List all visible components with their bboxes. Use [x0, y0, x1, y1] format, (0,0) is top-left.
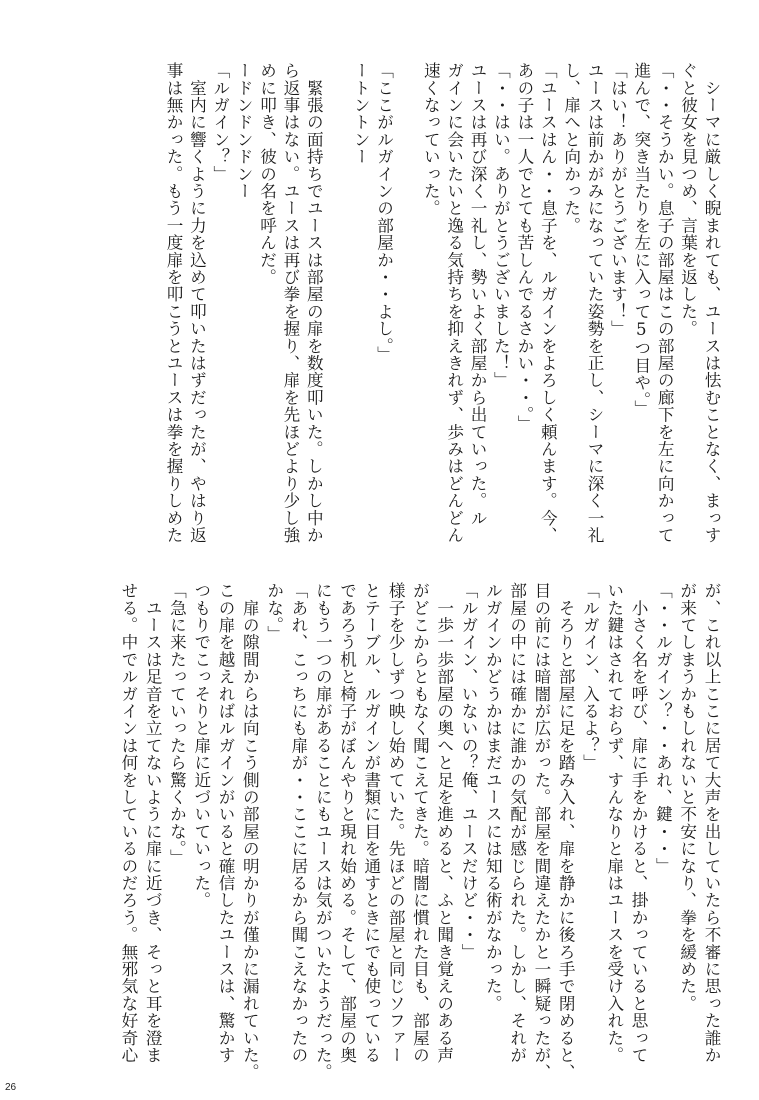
text-column: せる。中でルガインは何をしているのだろう。無邪気な好奇心 — [118, 582, 138, 1064]
text-column: ら返事はない。ユースは再び拳を握り、扉を先ほどより少し強 — [280, 62, 300, 544]
text-column: ユースは足音を立てないように扉に近づき、そっと耳を澄ま — [143, 582, 163, 1064]
text-column: あの子は一人でとても苦しんでるさかい・・。」 — [514, 62, 534, 433]
text-column: この扉を越えればルガインがいると確信したユースは、驚かす — [216, 582, 236, 1064]
text-column: ルガインかどうかはまだユースには知る術がなかった。 — [483, 582, 503, 1012]
text-column: 「・・ルガイン？・・あれ、鍵・・」 — [653, 582, 673, 875]
text-column: 緊張の面持ちでユースは部屋の扉を数度叩いた。しかし中か — [304, 62, 324, 544]
text-column: 部屋の中には確かに誰かの気配が感じられた。しかし、それが — [507, 582, 527, 1064]
text-column: が、これ以上ここに居て大声を出していたら不審に思った誰か — [702, 582, 721, 1064]
page-number: 26 — [5, 1082, 17, 1093]
text-column: 「ルガイン、いないの？俺、ユースだけど・・」 — [459, 582, 479, 961]
text-column: いた鍵はされておらず、すんなりと扉はユースを受け入れた。 — [604, 582, 624, 1064]
text-column: 扉の隙間からは向こう側の部屋の明かりが僅かに漏れていた。 — [240, 582, 260, 1081]
text-column: 目の前には暗闇が広がった。部屋を間違えたかと一瞬疑ったが、 — [531, 582, 551, 1081]
text-block-top — [109, 62, 719, 542]
text-column: 室内に響くように力を込めて叩いたはずだったが、やはり返 — [187, 62, 207, 544]
text-column: つもりでこっそりと扉に近づいていった。 — [191, 582, 211, 909]
text-column: ートントンー — [351, 62, 371, 166]
text-column: 「ルガイン、入るよ？」 — [580, 582, 600, 772]
text-column: ガインに会いたいと逸る気持ちを抑えきれず、歩みはどんどん — [444, 62, 464, 544]
text-column: 「ここがルガインの部屋か・・よし。」 — [374, 62, 394, 364]
text-column: 様子を少しずつ映し始めていた。先ほどの部屋と同じソファー — [386, 582, 406, 1064]
text-column: めに叩き、彼の名を呼んだ。 — [257, 62, 277, 286]
text-column: が来てしまうかもしれないと不安になり、拳を緩めた。 — [677, 582, 697, 1012]
text-column: ードンドンドンー — [234, 62, 254, 200]
text-block-bottom — [109, 582, 721, 1081]
text-column: とテーブル、ルガインが書類に目を通すときにでも使っている — [361, 582, 381, 1064]
text-column: し、扉へと向かった。 — [561, 62, 581, 234]
text-column: シーマに厳しく睨まれても、ユースは怯むことなく、まっす — [702, 62, 721, 544]
text-column: そろりと部屋に足を踏み入れ、扉を静かに後ろ手で閉めると、 — [556, 582, 576, 1081]
text-column: ぐと彼女を見つめ、言葉を返した。 — [678, 62, 698, 338]
text-column: がどこからともなく聞こえてきた。暗闇に慣れた目も、部屋の — [410, 582, 430, 1064]
text-column: かな。」 — [264, 582, 284, 643]
text-column: ユースは再び深く一礼し、勢いよく部屋から出ていった。ル — [468, 62, 488, 527]
text-column: 小さく名を呼び、扉に手をかけると、掛かっていると思って — [629, 582, 649, 1064]
text-column: であろう机と椅子がぼんやりと現れ始める。そして、部屋の奥 — [337, 582, 357, 1064]
text-column: 「・・そうかい。息子の部屋はこの部屋の廊下を左に向かって — [655, 62, 675, 544]
text-column: 「ルガイン？」 — [210, 62, 230, 183]
text-column: ユースは前かがみになっていた姿勢を正し、シーマに深く一礼 — [585, 62, 605, 544]
text-column — [392, 62, 415, 542]
text-column: 速くなっていった。 — [421, 62, 441, 217]
text-column: 「はい！ありがとうございます！」 — [608, 62, 628, 338]
text-column: 事は無かった。もう一度扉を叩こうとユースは拳を握りしめた — [164, 62, 184, 544]
text-column: 進んで、突き当たりを左に入って5つ目や。」 — [631, 62, 651, 418]
text-column: 「急に来たっていったら驚くかな。」 — [167, 582, 187, 867]
text-column: 「あれ、こっちにも扉が・・ここに居るから聞こえなかったの — [288, 582, 308, 1064]
text-column: 「ユースはん・・息子を、ルガインをよろしく頼んます。今、 — [538, 62, 558, 544]
text-column: にもう一つの扉があることにもユースは気がついたようだった。 — [313, 582, 333, 1081]
text-column: 「・・はい。ありがとうございました！」 — [491, 62, 511, 389]
text-column — [321, 62, 344, 542]
text-column: 一歩一歩部屋の奥へと足を進めると、ふと聞き覚えのある声 — [434, 582, 454, 1064]
